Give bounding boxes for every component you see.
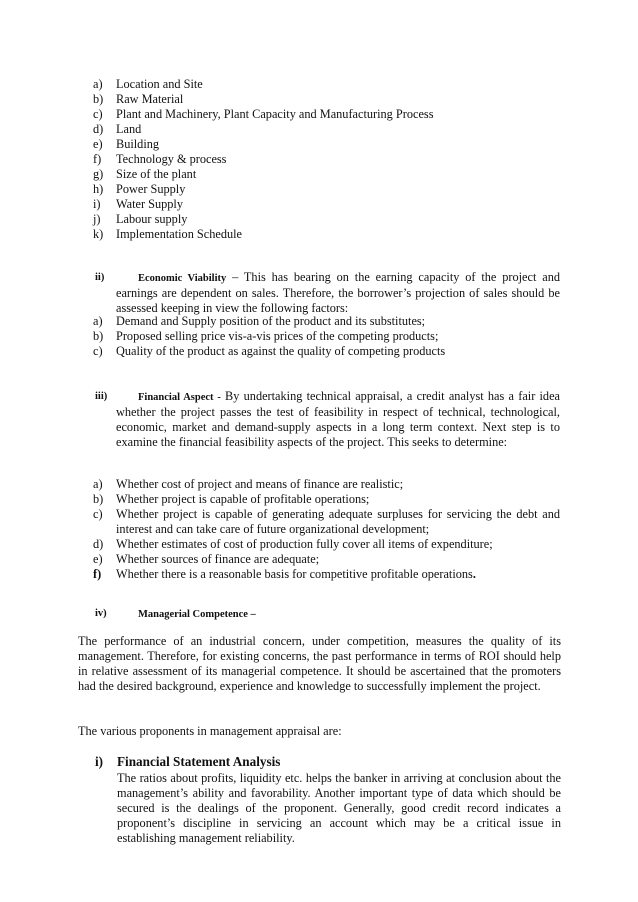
list-item [0, 329, 560, 344]
section-numeral: iv) [95, 608, 107, 619]
list-item [0, 552, 560, 567]
list-marker: h) [93, 182, 104, 196]
list-item-text: Demand and Supply position of the product and its substitutes; [116, 314, 426, 328]
list-item [0, 492, 560, 507]
section-numeral: ii) [95, 272, 105, 283]
list-marker: j) [93, 212, 101, 226]
list-item-text: Whether project is capable of profitable operations; [116, 492, 370, 506]
list-marker: e) [93, 552, 103, 566]
section-title: Economic Viability [138, 273, 227, 284]
list-item-text: Quality of the product as against the quality of competing products [116, 344, 446, 358]
economic-viability-section [95, 270, 560, 316]
list-marker: a) [93, 477, 103, 491]
list-item-text: Proposed selling price vis-a-vis prices of the competing products; [116, 329, 439, 343]
list-marker: c) [93, 344, 103, 358]
section-text: – This has bearing on the earning capacity of the project and earnings are dependent on sales. Therefore, the borrower’s projection of sales should be assessed keeping in view the following factors: [116, 270, 561, 315]
financial-statement-analysis-paragraph: The ratios about profits, liquidity etc. helps the banker in arriving at conclusion about the management’s ability and favorability. Another important type of data which should be secured is the dealings of the proponent. Generally, good credit record indicates a proponent’s discipline in servicing an account which may be a critical issue in establishing management reliability. [117, 771, 561, 845]
list-item [0, 167, 560, 182]
list-marker: e) [93, 137, 103, 151]
section-numeral: i) [95, 754, 104, 769]
list-item-text: Location and Site [116, 77, 203, 91]
list-marker: c) [93, 507, 103, 521]
list-item [0, 92, 560, 107]
economic-factors-list [0, 314, 560, 359]
section-title: Financial Statement Analysis [117, 754, 281, 769]
list-item [0, 107, 560, 122]
list-item-text: Raw Material [116, 92, 184, 106]
financial-statement-analysis-heading [95, 754, 280, 769]
list-item-text: Implementation Schedule [116, 227, 243, 241]
managerial-competence-section [95, 606, 560, 622]
section-body [116, 606, 560, 622]
list-marker: d) [93, 537, 104, 551]
section-body [116, 270, 560, 316]
financial-checks-list [0, 477, 560, 582]
list-marker: g) [93, 167, 104, 181]
list-marker: b) [93, 92, 104, 106]
list-item-text: Whether cost of project and means of finance are realistic; [116, 477, 404, 491]
list-item [0, 477, 560, 492]
list-item-text: Whether project is capable of generating adequate surpluses for servicing the debt and interest and can take care of future organizational development; [116, 507, 560, 536]
list-item [0, 314, 560, 329]
section-numeral: iii) [95, 391, 108, 402]
list-item [0, 182, 560, 197]
list-item-text: Whether there is a reasonable basis for competitive profitable operations [116, 567, 473, 581]
section-text: By undertaking technical appraisal, a credit analyst has a fair idea whether the project passes the test of feasibility in respect of technical, technological, economic, market and demand-supply aspects in a long term context. Next step is to examine the financial feasibility aspects of the project. This seeks to determine: [116, 389, 561, 449]
list-item-text: Water Supply [116, 197, 183, 211]
section-title: Financial Aspect - [138, 392, 221, 403]
list-marker: k) [93, 227, 104, 241]
list-marker: d) [93, 122, 104, 136]
list-item [0, 344, 560, 359]
list-marker: f) [93, 152, 102, 166]
section-body [116, 389, 560, 450]
list-item-text: Labour supply [116, 212, 188, 226]
technical-factors-list [0, 77, 560, 242]
list-marker: f) [93, 567, 102, 581]
list-marker: i) [93, 197, 101, 211]
list-item [0, 122, 560, 137]
list-item [0, 137, 560, 152]
list-item [0, 197, 560, 212]
list-item [0, 77, 560, 92]
list-item-end: . [472, 567, 476, 581]
list-item [0, 227, 560, 242]
list-item [0, 567, 560, 582]
list-item-text: Land [116, 122, 142, 136]
managerial-paragraph: The performance of an industrial concern, under competition, measures the quality of its management. Therefore, for existing concerns, the past performance in terms of ROI should help in relative assessment of its managerial competence. It should be ascertained that the promoters had the desired background, experience and knowledge to successfully implement the project. [78, 634, 561, 693]
proponents-intro: The various proponents in management appraisal are: [78, 724, 342, 738]
list-item-text: Building [116, 137, 160, 151]
list-marker: b) [93, 492, 104, 506]
list-item [0, 507, 560, 537]
financial-aspect-section [95, 389, 560, 450]
list-item-text: Power Supply [116, 182, 186, 196]
list-item [0, 537, 560, 552]
list-item [0, 152, 560, 167]
list-marker: a) [93, 77, 103, 91]
list-marker: a) [93, 314, 103, 328]
list-item-text: Whether estimates of cost of production fully cover all items of expenditure; [116, 537, 493, 551]
section-title: Managerial Competence – [138, 609, 256, 620]
list-item-text: Plant and Machinery, Plant Capacity and Manufacturing Process [116, 107, 434, 121]
list-item [0, 212, 560, 227]
list-item-text: Size of the plant [116, 167, 197, 181]
list-item-text: Whether sources of finance are adequate; [116, 552, 320, 566]
list-item-text: Technology & process [116, 152, 227, 166]
list-marker: c) [93, 107, 103, 121]
list-marker: b) [93, 329, 104, 343]
